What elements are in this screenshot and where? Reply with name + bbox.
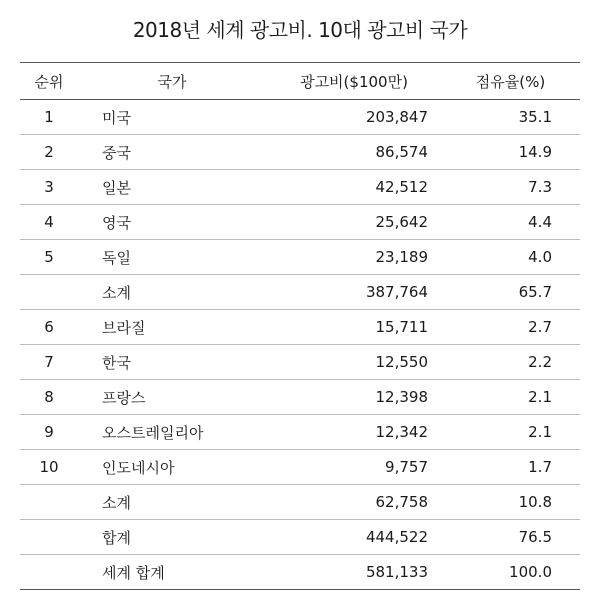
cell-country: 프랑스 <box>102 388 146 407</box>
table-row <box>20 450 580 485</box>
cell-country: 소계 <box>102 283 131 302</box>
table-body <box>20 100 580 590</box>
table-row <box>20 240 580 275</box>
cell-share: 2.2 <box>528 353 552 371</box>
world-total-row <box>20 555 580 590</box>
header-share: 점유율(%) <box>475 72 546 91</box>
cell-country: 오스트레일리아 <box>102 423 204 442</box>
cell-rank <box>20 485 78 520</box>
cell-share: 2.7 <box>528 318 552 336</box>
cell-country: 인도네시아 <box>102 458 175 477</box>
cell-country: 세계 합계 <box>102 563 165 582</box>
cell-spend: 23,189 <box>375 248 428 266</box>
cell-country: 중국 <box>102 143 131 162</box>
cell-spend: 387,764 <box>365 283 428 301</box>
cell-spend: 581,133 <box>365 563 428 581</box>
cell-spend: 203,847 <box>365 108 428 126</box>
cell-rank: 8 <box>44 388 54 406</box>
cell-spend: 62,758 <box>375 493 428 511</box>
table-row <box>20 135 580 170</box>
table-row <box>20 170 580 205</box>
cell-share: 2.1 <box>528 423 552 441</box>
header-rank: 순위 <box>34 72 64 91</box>
subtotal-row <box>20 275 580 310</box>
cell-rank: 9 <box>44 423 54 441</box>
cell-rank <box>20 555 78 590</box>
cell-spend: 42,512 <box>375 178 428 196</box>
table-header <box>20 63 580 100</box>
cell-share: 7.3 <box>528 178 552 196</box>
cell-share: 10.8 <box>518 493 552 511</box>
cell-rank: 4 <box>44 213 54 231</box>
cell-rank: 6 <box>44 318 54 336</box>
table-row <box>20 345 580 380</box>
cell-country: 미국 <box>102 108 131 127</box>
header-country: 국가 <box>157 72 187 91</box>
cell-rank: 3 <box>44 178 54 196</box>
cell-rank: 2 <box>44 143 54 161</box>
cell-country: 소계 <box>102 493 131 512</box>
cell-country: 한국 <box>102 353 131 372</box>
cell-share: 14.9 <box>518 143 552 161</box>
cell-share: 76.5 <box>518 528 552 546</box>
cell-share: 1.7 <box>528 458 552 476</box>
cell-spend: 12,398 <box>375 388 428 406</box>
table-row <box>20 100 580 135</box>
subtotal-row <box>20 485 580 520</box>
cell-spend: 15,711 <box>375 318 428 336</box>
cell-spend: 86,574 <box>375 143 428 161</box>
table-title: 2018년 세계 광고비. 10대 광고비 국가 <box>132 18 468 42</box>
table-row <box>20 310 580 345</box>
cell-spend: 9,757 <box>385 458 428 476</box>
cell-country: 독일 <box>102 248 131 267</box>
cell-share: 35.1 <box>518 108 552 126</box>
cell-share: 4.4 <box>528 213 552 231</box>
cell-spend: 12,550 <box>375 353 428 371</box>
ad-spend-table <box>20 62 580 590</box>
cell-rank: 10 <box>39 458 59 476</box>
cell-country: 브라질 <box>102 318 146 337</box>
cell-spend: 444,522 <box>365 528 428 546</box>
cell-rank <box>20 520 78 555</box>
table-row <box>20 205 580 240</box>
cell-rank: 7 <box>44 353 54 371</box>
header-spend: 광고비($100만) <box>300 72 408 91</box>
cell-rank: 1 <box>44 108 54 126</box>
header-row <box>20 63 580 100</box>
total-row <box>20 520 580 555</box>
cell-country: 합계 <box>102 528 131 547</box>
cell-share: 2.1 <box>528 388 552 406</box>
cell-rank <box>20 275 78 310</box>
cell-spend: 12,342 <box>375 423 428 441</box>
cell-share: 65.7 <box>518 283 552 301</box>
cell-rank: 5 <box>44 248 54 266</box>
table-row <box>20 380 580 415</box>
cell-share: 100.0 <box>509 563 552 581</box>
cell-spend: 25,642 <box>375 213 428 231</box>
cell-country: 영국 <box>102 213 131 232</box>
table-row <box>20 415 580 450</box>
cell-share: 4.0 <box>528 248 552 266</box>
cell-country: 일본 <box>102 178 131 197</box>
